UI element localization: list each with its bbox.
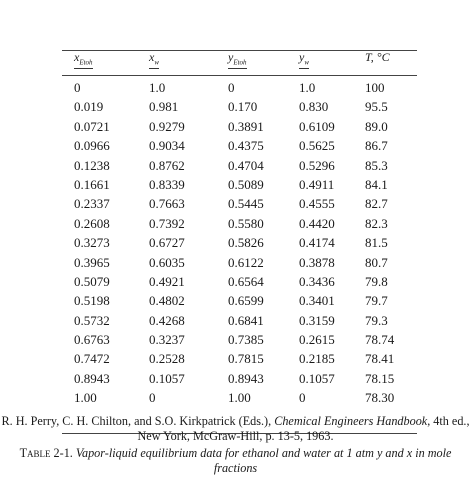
y-ethanol-cell: 0.8943 [228,370,264,386]
temperature-cell: 86.7 [365,138,388,154]
table-header-rule [62,75,417,76]
y-ethanol-cell: 0.5580 [228,215,264,231]
y-water-cell: 0.4911 [299,176,335,192]
x-water-cell: 0.9279 [149,118,185,134]
table-row [62,136,417,155]
equilibrium-table [62,50,417,406]
table-row [62,311,417,330]
x-ethanol-cell: 0.3273 [74,235,110,251]
x-ethanol-cell: 0 [74,80,81,95]
temperature-cell: 78.30 [365,390,395,406]
y-water-cell: 0.2615 [299,332,335,348]
x-water-cell: 0.981 [149,99,179,115]
table-row [62,117,417,136]
temperature-cell: 79.7 [365,293,388,309]
y-water-cell: 0.5296 [299,157,335,173]
temperature-cell: 85.3 [365,157,388,173]
citation-authors: R. H. Perry, C. H. Chilton, and S.O. Kirkpatrick (Eds.), [1,414,275,428]
y-water-cell: 0.4174 [299,235,335,251]
table-row [62,291,417,310]
x-water-cell: 0.4268 [149,312,185,328]
temperature-cell: 82.3 [365,215,388,231]
x-water-cell: 0.6035 [149,254,185,270]
y-ethanol-cell: 0.7815 [228,351,264,367]
table-row [62,369,417,388]
y-ethanol-cell: 0.5445 [228,196,264,212]
x-water-cell: 0.2528 [149,351,185,367]
y-ethanol-cell: 0.6564 [228,273,264,289]
temperature-cell: 79.3 [365,312,388,328]
header-y-ethanol: $y_{Etoh}$ [228,50,247,67]
y-ethanol-cell: 0 [228,80,235,95]
x-water-cell: 0.4802 [149,293,185,309]
header-x-water: $x_w$ [149,50,159,67]
x-ethanol-cell: 0.2337 [74,196,110,212]
table-header-row [62,50,417,74]
header-x-ethanol: $x_{Etoh}$ [74,50,93,67]
y-water-cell: 0.4555 [299,196,335,212]
y-ethanol-cell: 1.00 [228,390,251,406]
x-ethanol-cell: 0.8943 [74,370,110,386]
x-ethanol-cell: 0.3965 [74,254,110,270]
temperature-cell: 89.0 [365,118,388,134]
x-water-cell: 0.9034 [149,138,185,154]
table-row [62,156,417,175]
x-water-cell: 0.8762 [149,157,185,173]
x-water-cell: 0.1057 [149,370,185,386]
y-water-cell: 0 [299,390,306,406]
temperature-cell: 81.5 [365,235,388,251]
header-y-water: $y_w$ [299,50,309,67]
table-row [62,388,417,407]
temperature-cell: 78.74 [365,332,395,348]
table-row [62,194,417,213]
y-ethanol-cell: 0.170 [228,99,258,115]
x-ethanol-cell: 0.5079 [74,273,110,289]
citation-details: , 4th ed., New York, McGraw-Hill, p. 13-5, 1963. [137,414,470,443]
table-row [62,97,417,116]
x-water-cell: 0.8339 [149,176,185,192]
temperature-cell: 80.7 [365,254,388,270]
table-row [62,330,417,349]
temperature-cell: 78.41 [365,351,395,367]
x-ethanol-cell: 1.00 [74,390,97,406]
header-temperature: T, °C [365,50,390,64]
y-ethanol-cell: 0.4375 [228,138,264,154]
temperature-cell: 79.8 [365,273,388,289]
citation-title: Chemical Engineers Handbook [274,414,428,428]
table-row [62,78,417,97]
table-title-text: Vapor-liquid equilibrium data for ethanol and water at 1 atm y and x in mole fractions [72,446,452,475]
y-water-cell: 0.6109 [299,118,335,134]
table-title [0,446,471,476]
x-ethanol-cell: 0.1661 [74,176,110,192]
x-ethanol-cell: 0.5732 [74,312,110,328]
y-ethanol-cell: 0.6599 [228,293,264,309]
x-ethanol-cell: 0.5198 [74,293,110,309]
x-water-cell: 0.7392 [149,215,185,231]
temperature-cell: 78.15 [365,370,395,386]
table-row [62,233,417,252]
table-row [62,349,417,368]
y-water-cell: 0.2185 [299,351,335,367]
y-water-cell: 0.1057 [299,370,335,386]
table-row [62,175,417,194]
temperature-cell: 84.1 [365,176,388,192]
y-water-cell: 0.830 [299,99,329,115]
x-ethanol-cell: 0.6763 [74,332,110,348]
x-ethanol-cell: 0.1238 [74,157,110,173]
y-water-cell: 0.3401 [299,293,335,309]
table-body [62,78,417,408]
y-ethanol-cell: 0.6841 [228,312,264,328]
x-ethanol-cell: 0.0966 [74,138,110,154]
y-ethanol-cell: 0.4704 [228,157,264,173]
y-water-cell: 0.3436 [299,273,335,289]
table-caption [0,414,471,476]
temperature-cell: 100 [365,80,385,95]
y-water-cell: 0.4420 [299,215,335,231]
y-water-cell: 1.0 [299,80,316,95]
x-water-cell: 0.7663 [149,196,185,212]
y-ethanol-cell: 0.6122 [228,254,264,270]
x-ethanol-cell: 0.0721 [74,118,110,134]
y-ethanol-cell: 0.5826 [228,235,264,251]
table-label: Table 2-1. [19,446,73,460]
x-ethanol-cell: 0.2608 [74,215,110,231]
x-water-cell: 0.4921 [149,273,185,289]
temperature-cell: 95.5 [365,99,388,115]
source-citation [0,414,471,444]
table-row [62,272,417,291]
table-row [62,214,417,233]
y-water-cell: 0.3159 [299,312,335,328]
table-row [62,253,417,272]
y-ethanol-cell: 0.5089 [228,176,264,192]
y-water-cell: 0.5625 [299,138,335,154]
x-ethanol-cell: 0.7472 [74,351,110,367]
temperature-cell: 82.7 [365,196,388,212]
x-water-cell: 0 [149,390,156,406]
y-water-cell: 0.3878 [299,254,335,270]
x-water-cell: 0.3237 [149,332,185,348]
x-water-cell: 1.0 [149,80,166,95]
y-ethanol-cell: 0.7385 [228,332,264,348]
y-ethanol-cell: 0.3891 [228,118,264,134]
x-water-cell: 0.6727 [149,235,185,251]
x-ethanol-cell: 0.019 [74,99,104,115]
